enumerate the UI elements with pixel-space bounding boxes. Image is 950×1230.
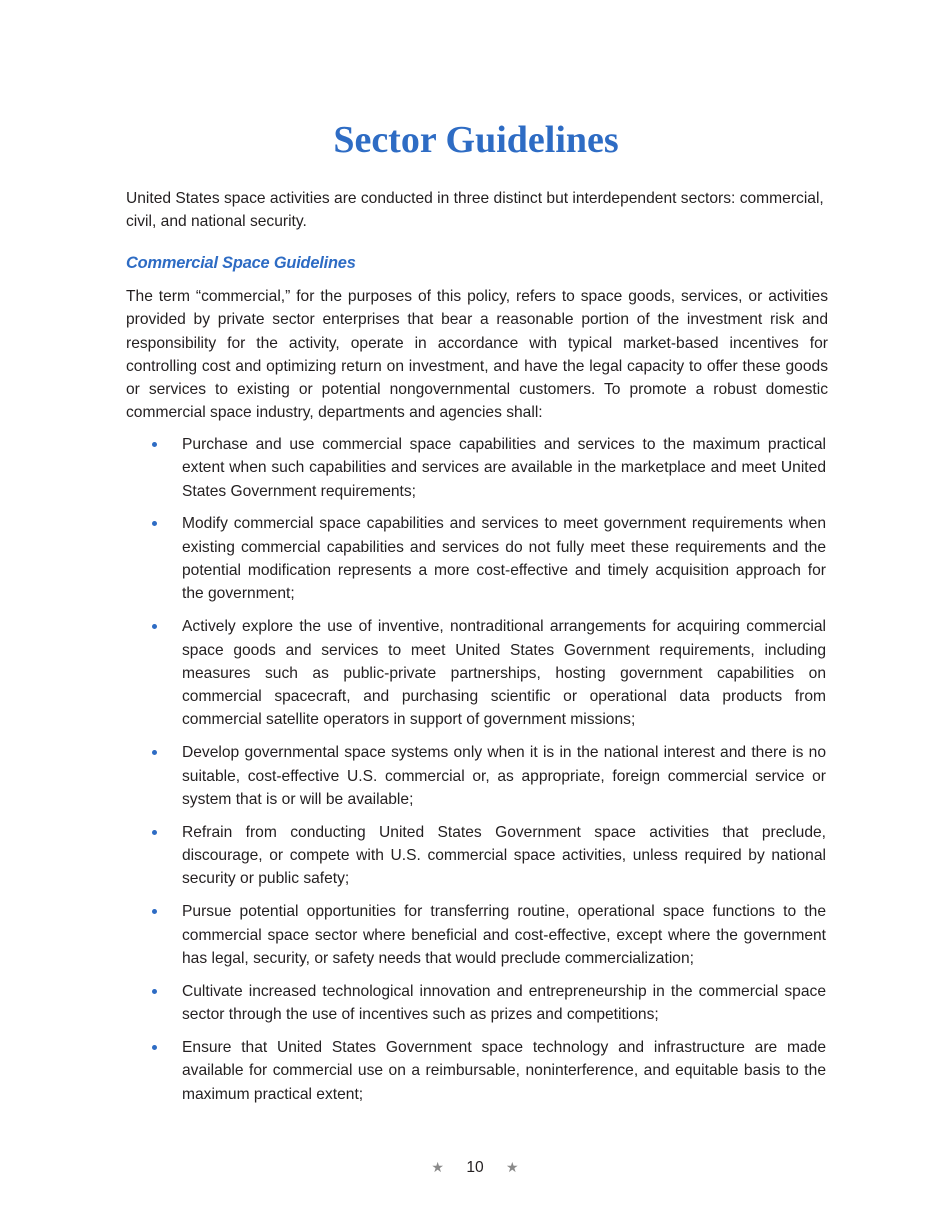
list-item — [126, 433, 826, 503]
list-item-text: Refrain from conducting United States Government space activities that preclude, discourage, or compete with U.S. commercial space activities, unless required by national security or public safety; — [182, 823, 826, 888]
list-item-text: Develop governmental space systems only when it is in the national interest and there is no suitable, cost-effective U.S. commercial or, as appropriate, foreign commercial service or system that is or will be available; — [182, 744, 826, 808]
list-item — [126, 512, 826, 605]
bullet-icon — [152, 830, 157, 835]
bullet-icon — [152, 1045, 157, 1050]
list-item — [126, 900, 826, 970]
list-item-text: Cultivate increased technological innovation and entrepreneurship in the commercial space sector through the use of incentives such as prizes and competitions; — [182, 982, 826, 1024]
list-item-text: Modify commercial space capabilities and services to meet government requirements when existing commercial capabilities and services do not fully meet these requirements and the potential modification represents a more cost-effective and timely acquisition approach for the government; — [182, 515, 826, 603]
page-title: Sector Guidelines — [333, 119, 619, 161]
bullet-icon — [152, 624, 157, 629]
list-item — [126, 615, 826, 731]
page-number: 10 — [466, 1159, 484, 1176]
list-item-text: Purchase and use commercial space capabilities and services to the maximum practical extent when such capabilities and services are available in the marketplace and meet United States Government requirements; — [182, 436, 826, 500]
star-icon: ★ — [431, 1159, 444, 1175]
section-heading: Commercial Space Guidelines — [126, 254, 356, 272]
bullet-icon — [152, 989, 157, 994]
list-item-text: Pursue potential opportunities for transferring routine, operational space functions to the commercial space sector where beneficial and cost-effective, except where the government has legal, security, or safety needs that would preclude commercialization; — [182, 903, 826, 967]
intro-paragraph: United States space activities are conducted in three distinct but interdependent sectors: commercial, civil, and national security. — [126, 190, 824, 231]
bullet-list — [126, 433, 826, 1115]
list-item — [126, 1036, 826, 1106]
list-item-text: Ensure that United States Government space technology and infrastructure are made available for commercial use on a reimbursable, noninterference, and equitable basis to the maximum practical extent; — [182, 1038, 826, 1103]
list-item — [126, 741, 826, 811]
page-footer — [0, 1156, 950, 1179]
list-item — [126, 821, 826, 891]
bullet-icon — [152, 442, 157, 447]
list-item — [126, 980, 826, 1027]
bullet-icon — [152, 521, 157, 526]
star-icon: ★ — [506, 1159, 519, 1175]
bullet-icon — [152, 909, 157, 914]
section-paragraph: The term “commercial,” for the purposes of this policy, refers to space goods, services, or activities provided by private sector enterprises that bear a reasonable portion of the investment risk and responsibility for the activity, operate in accordance with typical market-based incentives for controlling cost and optimizing return on investment, and have the legal capacity to offer these goods or services to existing or potential nongovernmental customers. To promote a robust domestic commercial space industry, departments and agencies shall: — [126, 288, 828, 422]
bullet-icon — [152, 750, 157, 755]
list-item-text: Actively explore the use of inventive, nontraditional arrangements for acquiring commercial space goods and services to meet United States Government requirements, including measures such as public-private partnerships, hosting government capabilities on commercial spacecraft, and purchasing scientific or operational data products from commercial satellite operators in support of government missions; — [182, 618, 826, 729]
